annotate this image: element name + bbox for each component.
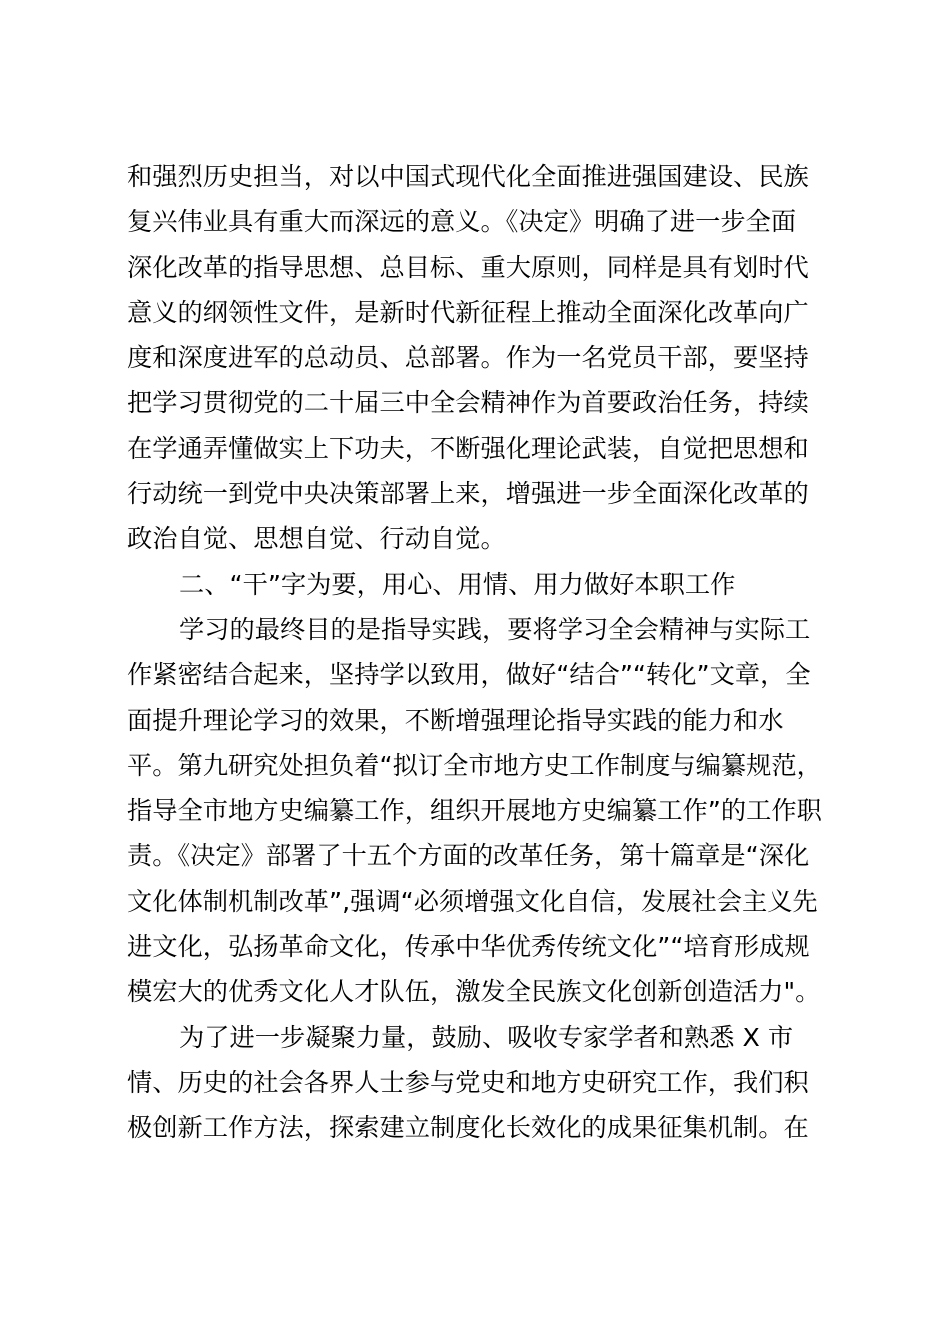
text-line: 学习的最终目的是指导实践，要将学习全会精神与实际工	[179, 614, 811, 644]
text-line: 政治自觉、思想自觉、行动自觉。	[127, 524, 506, 554]
text-line: 深化改革的指导思想、总目标、重大原则，同样是具有划时代	[127, 252, 809, 282]
text-line: 责。《决定》部署了十五个方面的改革任务，第十篇章是“深化	[127, 841, 810, 871]
text-line: 模宏大的优秀文化人才队伍，激发全民族文化创新创造活力"。	[127, 977, 821, 1007]
text-line: 行动统一到党中央决策部署上来，增强进一步全面深化改革的	[127, 479, 809, 509]
text-line: 在学通弄懂做实上下功夫，不断强化理论武装，自觉把思想和	[127, 433, 809, 463]
text-line: 平。第九研究处担负着“拟订全市地方史工作制度与编纂规范，	[127, 750, 822, 780]
text-line: 进文化，弘扬革命文化，传承中华优秀传统文化”“培育形成规	[127, 932, 810, 962]
text-line: 情、历史的社会各界人士参与党史和地方史研究工作，我们积	[127, 1067, 809, 1097]
text-line: 极创新工作方法，探索建立制度化长效化的成果征集机制。在	[127, 1113, 809, 1143]
text-line: 指导全市地方史编纂工作，组织开展地方史编纂工作”的工作职	[127, 796, 822, 826]
document-body	[127, 154, 827, 1151]
text-line: 把学习贯彻党的二十届三中全会精神作为首要政治任务，持续	[127, 388, 809, 418]
text-line: 意义的纲领性文件，是新时代新征程上推动全面深化改革向广	[127, 297, 809, 327]
text-line: 度和深度进军的总动员、总部署。作为一名党员干部，要坚持	[127, 343, 809, 373]
text-line: 面提升理论学习的效果，不断增强理论指导实践的能力和水	[127, 705, 784, 735]
text-line: 复兴伟业具有重大而深远的意义。《决定》明确了进一步全面	[127, 207, 797, 237]
section-heading: 二、“干”字为要，用心、用情、用力做好本职工作	[179, 569, 736, 599]
text-line: 文化体制机制改革”,强调“必须增强文化自信，发展社会主义先	[127, 886, 818, 916]
text-line: 为了进一步凝聚力量，鼓励、吸收专家学者和熟悉 X 市	[179, 1022, 794, 1052]
text-line: 和强烈历史担当，对以中国式现代化全面推进强国建设、民族	[127, 162, 809, 191]
text-line: 作紧密结合起来，坚持学以致用，做好“结合”“转化”文章，全	[127, 660, 811, 690]
